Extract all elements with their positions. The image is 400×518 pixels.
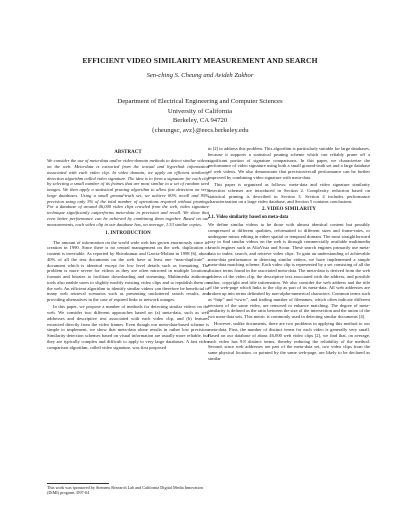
body-paragraph: This paper is organized as follows: meta-data and video signature similarity detection schemes are introduced in Section 2. Complexity reduction based on statistical pruning is described in Section 3. Section 4 includes performance characterization on a large video database, and Section 5 contains conclusions.: [208, 182, 370, 205]
body-paragraph: However, unlike documents, there are two problems in applying this method to our meta-data. First, the number of distinct terms for each video is generally very small. Based on our database of about 46,000 web video clips [2], we find that, on average, each video has 9.8 distinct terms, thereby reducing the reliability of the method. Second, since web addresses are part of the meta-data set, two video clips from the same physical location, or pointed by the same web-page, are likely to be declared as similar: [208, 321, 370, 361]
affiliation-block: [0, 97, 400, 135]
left-column: [47, 146, 209, 352]
body-paragraph: In this paper, we propose a number of methods for detecting similar videos on the web. We consider two different approaches based on (a) meta-data, such as web addresses and descriptive text associated with each video clip, and (b) features extracted directly from the video frames. Even though our meta-data-based scheme is simple to implement, we show that meta-data alone results in rather low precision. Similarity detection schemes based on visual information are usually more reliable, but they are typically complex and difficult to apply to very large databases. A fast video comparison algorithm, called video signature, was first proposed: [47, 304, 209, 350]
abstract-text: We consider the use of meta-data and/or video-domain methods to detect similar videos on the web. Meta-data is extracted from the textual and hyperlink information associated with each video clip. In video domain, we apply an efficient similarity detection algorithm called video signature. The idea is to form a signature for each clip by selecting a small number of its frames that are most similar to a set of random seed images. We then apply a statistical pruning algorithm to allow fast detection on very large databases. Using a small ground-truth set, we achieve 80% recall and 95% precision using only 3% of the total number of operations required without pruning. For a database of around 46,000 video clips crawled from the web, video signature technique significantly outperforms meta-data in precision and recall. We show that even better performance can be achieved by combining them together. Based on our measurements, each video clip in our database has, on average, 1.53 similar copies.: [47, 158, 209, 227]
body-paragraph: in [2] to address this problem. This algorithm is particularly suitable for large databases, because it supports a statistical pruning scheme which can reliably prune off a significant portion of signature comparisons. In this paper, we characterize the performance of video signature using both a small ground-truth set and a large database of web videos. We also demonstrate that precision/recall performance can be further improved by combining video signature with meta-data.: [208, 146, 370, 180]
paper-title: EFFICIENT VIDEO SIMILARITY MEASUREMENT AND SEARCH: [82, 56, 318, 65]
section-heading: 1. INTRODUCTION: [105, 231, 151, 237]
city-line: Berkeley, CA 94720: [172, 117, 228, 125]
email-line: {cheungsc, avz}@eecs.berkeley.edu: [151, 126, 249, 134]
body-paragraph: The amount of information on the world wide web has grown enormously since its creation in 1990. Since there is no central management on the web, duplication of content is inevitable. As reported by Shivakumar and Garcia-Molina in 1998 [6], about 40% of all the text documents on the web have at least one “near-duplicate” – document which is identical except for low level details such as formatting. The problem is more severe for videos as they are often mirrored in multiple locations, formats and bitrates to facilitate downloading and streaming. Multimedia authoring tools also enable users to slightly modify existing video clips and to republish them on the web. An efficient algorithm to identify similar videos can therefore be beneficial to many web retrieval scenarios such as presenting uncluttered search results, and providing alternatives in the case of expired links or network outages.: [47, 239, 209, 302]
department-line: Department of Electrical Engineering and Computer Sciences: [117, 98, 283, 105]
right-column: [208, 146, 370, 363]
section-heading: ABSTRACT: [114, 150, 142, 155]
body-paragraph: We define similar videos to be those with almost identical content but possibly compressed at different qualities, reformatted to different sizes and frame-rates, or undergone minor editing in either spatial or temporal domain. The most straightforward way to find similar videos on the web is through commercially available multimedia search engines such as AltaVista and Scour. These search engines primarily use meta-data to index, search, and retrieve video clips. To gain an understanding of achievable meta-data performance in detecting similar videos, we have implemented a simple meta-data matching scheme. Each video clip is represented by a set consisting of all the distinct terms found in the associated meta-data. The meta-data is derived from the web address of the video clip, the descriptive text associated with the address, and possible author, copyright and title information. We also consider the web address and the title of the web-page which links to the clip as part of its meta-data. All web addresses are broken up into terms delimited by non-alpha-numerical characters. Common terms such as “http” and “www”, and trailing number of filenames, which often indicate different versions of the same video, are removed to enhance matching. The degree of meta-similarity is defined as the ratio between the size of the intersection and the union of the two meta-data sets. This metric is commonly used in detecting similar documents [4].: [208, 222, 370, 319]
section-heading: 2. VIDEO SIMILARITY: [261, 207, 317, 212]
footnote-rule: [47, 483, 109, 484]
footnote: This work was sponsored by Siemens Research Lab and California Digital Media Innovation (DiMI) program. D97-04: [47, 485, 203, 496]
paper-authors: Sen-ching S. Cheung and Avideh Zakhor: [146, 72, 254, 79]
subsection-heading: 2.1. Video similarity based on meta-data: [208, 215, 289, 221]
university-line: University of California: [167, 107, 233, 115]
